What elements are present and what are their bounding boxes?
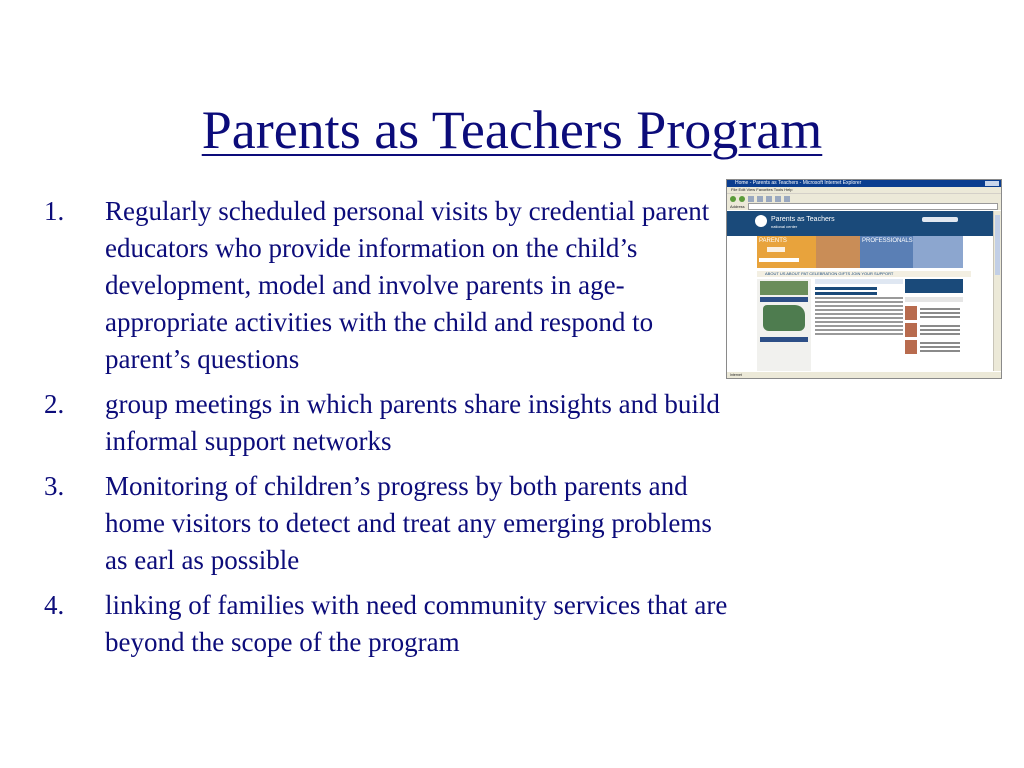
browser-menu-bar: File Edit View Favorites Tools Help	[727, 187, 1001, 193]
text-line	[815, 333, 903, 335]
professionals-panel-label: PROFESSIONALS	[862, 238, 913, 244]
site-banner	[757, 236, 963, 268]
text-line	[815, 297, 903, 299]
scrollbar	[993, 211, 1001, 371]
list-item-number: 1.	[44, 196, 65, 226]
browser-window-title: Home - Parents as Teachers - Microsoft Internet Explorer	[735, 180, 862, 186]
address-field	[748, 203, 998, 210]
shop-item	[905, 340, 963, 354]
scrollbar-thumb	[995, 215, 1000, 275]
stop-icon	[748, 196, 754, 202]
shop-online-bar	[905, 297, 963, 302]
site-subtitle: national center	[771, 224, 798, 229]
parents-email-field	[759, 258, 799, 262]
slide-title: Parents as Teachers Program	[201, 100, 823, 160]
back-icon	[730, 196, 736, 202]
shop-item	[905, 306, 963, 320]
site-nav: ABOUT US ABOUT PAT CELEBRATION GIFTS JOIN YOUR SUPPORT	[757, 271, 971, 277]
website-screenshot	[726, 179, 1002, 379]
list-item-text: Monitoring of children’s progress by both parents and home visitors to detect and treat any emerging problems as earl as possible	[105, 471, 712, 575]
forward-icon	[739, 196, 745, 202]
professionals-photo	[913, 236, 963, 268]
list-item	[44, 587, 734, 661]
browser-toolbar	[727, 193, 1001, 203]
site-header	[727, 211, 994, 236]
parents-panel-label: PARENTS	[759, 238, 787, 244]
professionals-panel	[860, 236, 963, 268]
featured-column	[815, 279, 903, 371]
logo-icon	[755, 215, 767, 227]
product-text	[920, 325, 960, 327]
text-line	[815, 301, 903, 303]
text-line	[815, 325, 903, 327]
browser-status-bar: Internet	[727, 372, 1002, 378]
right-column	[905, 279, 963, 371]
list-item	[44, 468, 734, 579]
text-line	[815, 309, 903, 311]
parenting-tips-tab	[760, 297, 808, 302]
window-controls-icon	[985, 181, 999, 186]
header-link	[922, 217, 958, 222]
left-column	[757, 279, 811, 371]
text-line	[815, 305, 903, 307]
product-thumbnail	[905, 306, 917, 320]
site-name: Parents as Teachers	[771, 216, 835, 223]
featured-headline	[815, 292, 877, 295]
text-line	[815, 317, 903, 319]
product-thumbnail	[905, 340, 917, 354]
favorites-icon	[784, 196, 790, 202]
search-icon	[775, 196, 781, 202]
parents-panel	[757, 236, 860, 268]
list-item	[44, 193, 734, 378]
parents-photo	[816, 236, 860, 268]
list-item-text: linking of families with need community services that are beyond the scope of the program	[105, 590, 728, 657]
product-text	[920, 342, 960, 344]
list-item-number: 4.	[44, 590, 65, 620]
featured-headline	[815, 287, 877, 290]
website-page	[727, 211, 994, 371]
text-line	[815, 321, 903, 323]
browser-title-bar	[727, 180, 1001, 187]
numbered-list	[44, 193, 734, 669]
parenting-photo	[760, 281, 808, 295]
refresh-icon	[757, 196, 763, 202]
address-label: Address	[730, 204, 745, 209]
usa-map-icon	[763, 305, 805, 331]
site-logo	[771, 216, 835, 230]
parents-enter-button	[767, 247, 785, 252]
list-item-number: 2.	[44, 389, 65, 419]
featured-header	[815, 279, 903, 284]
list-item-text: group meetings in which parents share insights and build informal support networks	[105, 389, 720, 456]
university-banner	[905, 279, 963, 293]
list-item-text: Regularly scheduled personal visits by credential parent educators who provide information on the child’s development, model and involve parents in age-appropriate activities with the child and respond to parent’s questions	[105, 196, 710, 374]
home-icon	[766, 196, 772, 202]
text-line	[815, 329, 903, 331]
product-thumbnail	[905, 323, 917, 337]
list-item-number: 3.	[44, 471, 65, 501]
shop-item	[905, 323, 963, 337]
find-program-tab	[760, 337, 808, 342]
list-item	[44, 386, 734, 460]
product-text	[920, 308, 960, 310]
browser-address-bar	[727, 203, 1001, 210]
text-line	[815, 313, 903, 315]
